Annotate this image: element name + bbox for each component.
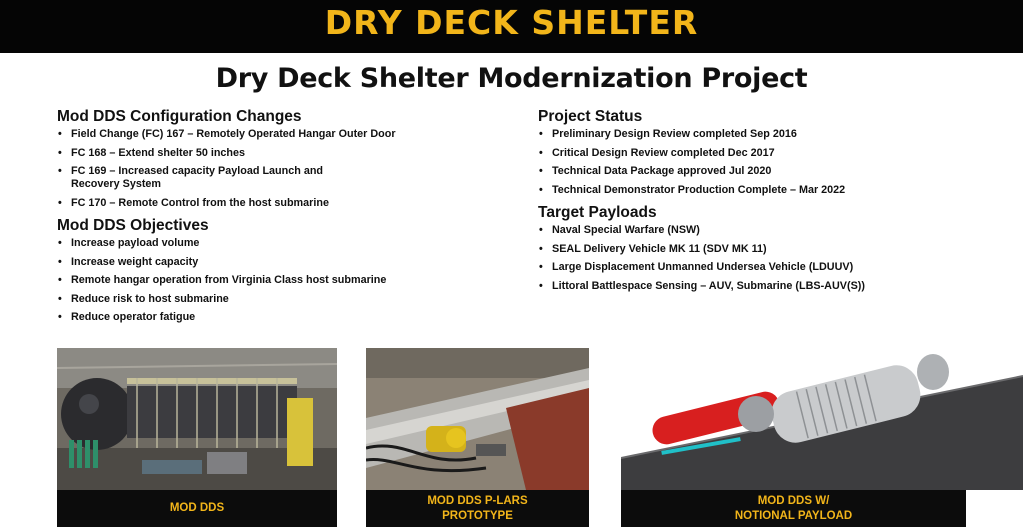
banner-title: DRY DECK SHELTER <box>324 3 699 42</box>
plars-caption-line1: MOD DDS P-LARS <box>427 494 528 507</box>
list-item: • Large Displacement Unmanned Undersea Vehicle (LDUUV) <box>538 261 998 274</box>
list-item: • Littoral Battlespace Sensing – AUV, Submarine (LBS-AUV(S)) <box>538 280 998 293</box>
payload-caption-line2: NOTIONAL PAYLOAD <box>734 509 853 522</box>
mod-dds-photo <box>57 348 337 490</box>
list-item: • Technical Data Package approved Jul 2020 <box>538 165 998 178</box>
notional-payload-render <box>621 348 1023 490</box>
config-changes-list <box>57 128 477 210</box>
target-payloads-list <box>538 224 998 293</box>
project-status-list <box>538 128 998 197</box>
mod-dds-caption: MOD DDS <box>57 490 337 527</box>
plars-prototype-photo <box>366 348 589 490</box>
list-item: • FC 170 – Remote Control from the host submarine <box>57 197 477 210</box>
right-column <box>538 106 998 298</box>
list-item: • Reduce operator fatigue <box>57 311 477 324</box>
project-status-heading: Project Status <box>538 108 643 125</box>
plars-caption-line2: PROTOTYPE <box>442 509 513 522</box>
list-item: • Critical Design Review completed Dec 2017 <box>538 147 998 160</box>
list-item: • Reduce risk to host submarine <box>57 293 477 306</box>
payload-caption-line1: MOD DDS W/ <box>757 494 830 507</box>
plars-prototype-caption <box>366 490 589 527</box>
notional-payload-caption <box>621 490 966 527</box>
list-item: • Remote hangar operation from Virginia Class host submarine <box>57 274 477 287</box>
objectives-list <box>57 237 477 324</box>
list-item: • Preliminary Design Review completed Sep 2016 <box>538 128 998 141</box>
list-item: • Technical Demonstrator Production Complete – Mar 2022 <box>538 184 998 197</box>
list-item: • FC 169 – Increased capacity Payload Launch and Recovery System <box>57 165 336 191</box>
list-item: • Increase payload volume <box>57 237 477 250</box>
objectives-heading: Mod DDS Objectives <box>57 217 209 234</box>
list-item: • FC 168 – Extend shelter 50 inches <box>57 147 477 160</box>
target-payloads-heading: Target Payloads <box>538 204 657 221</box>
list-item: • SEAL Delivery Vehicle MK 11 (SDV MK 11) <box>538 243 998 256</box>
config-changes-heading: Mod DDS Configuration Changes <box>57 108 302 125</box>
list-item: • Naval Special Warfare (NSW) <box>538 224 998 237</box>
list-item: • Increase weight capacity <box>57 256 477 269</box>
title-banner <box>0 0 1023 53</box>
page-subtitle: Dry Deck Shelter Modernization Project <box>215 63 808 94</box>
left-column <box>57 106 477 330</box>
list-item: • Field Change (FC) 167 – Remotely Operated Hangar Outer Door <box>57 128 477 141</box>
